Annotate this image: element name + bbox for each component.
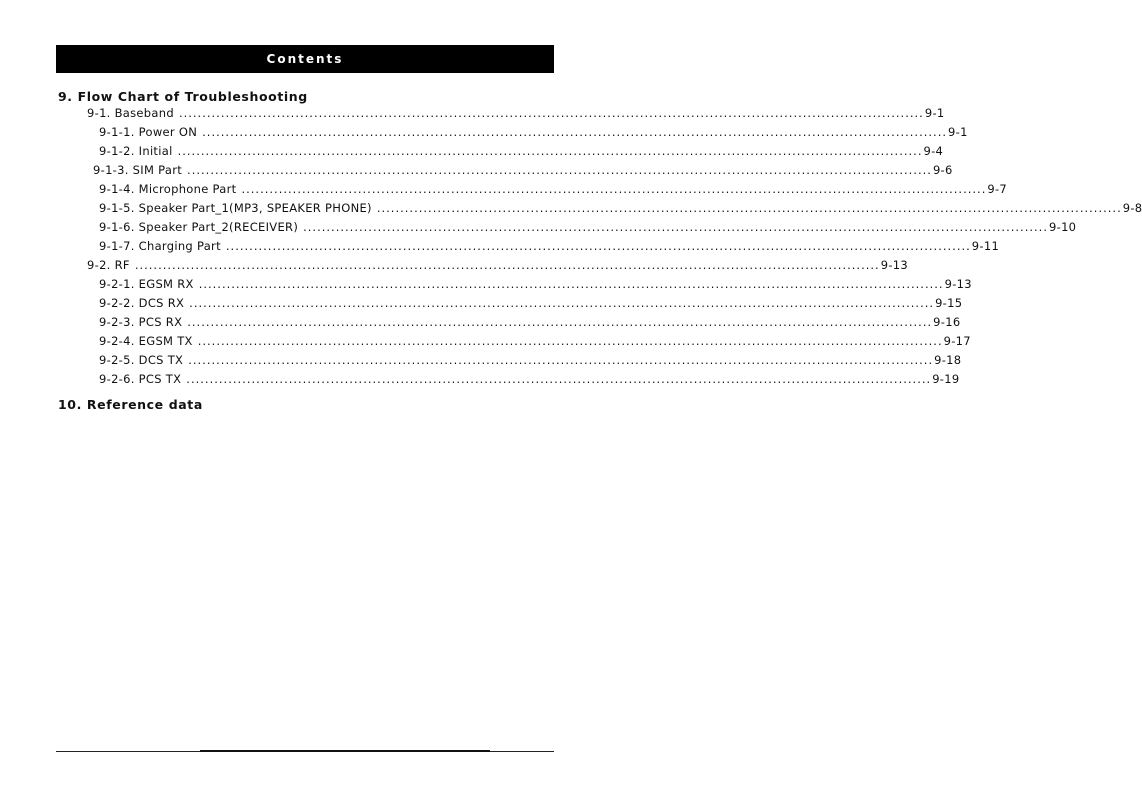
contents-title: Contents	[266, 52, 344, 66]
toc-entry-page: 9-19	[932, 372, 960, 386]
toc-entry-9-2[interactable]	[87, 257, 909, 273]
toc-entry-9-2-1[interactable]	[99, 276, 972, 292]
leader-dots: ................................................................................................................................................................	[189, 296, 935, 310]
toc-entry-page: 9-7	[987, 182, 1008, 196]
toc-entry-9-1-4[interactable]	[99, 181, 1008, 197]
leader-dots: ................................................................................................................................................................	[187, 315, 933, 329]
leader-dots: ................................................................................................................................................................	[241, 182, 987, 196]
leader-dots: ................................................................................................................................................................	[178, 106, 924, 120]
leader-dots: ................................................................................................................................................................	[134, 258, 880, 272]
toc-entry-label: 9-1-5. Speaker Part_1(MP3, SPEAKER PHONE)	[99, 201, 372, 215]
toc-entry-page: 9-13	[880, 258, 909, 272]
toc-entry-9-2-3[interactable]	[99, 314, 961, 330]
toc-entry-label: 9-1-7. Charging Part	[99, 239, 221, 253]
toc-entry-label: 9-1-2. Initial	[99, 144, 173, 158]
leader-dots: ................................................................................................................................................................	[188, 353, 934, 367]
toc-entry-label: 9-2-1. EGSM RX	[99, 277, 194, 291]
toc-entry-label: 9-1-3. SIM Part	[93, 163, 183, 177]
toc-entry-label: 9-1-1. Power ON	[99, 125, 198, 139]
leader-dots: ................................................................................................................................................................	[202, 125, 948, 139]
footer-rule-accent	[200, 750, 490, 752]
toc-entry-label: 9-2-6. PCS TX	[99, 372, 182, 386]
toc-entry-page: 9-8	[1122, 201, 1142, 215]
toc-entry-page: 9-16	[933, 315, 961, 329]
toc-entry-label: 9-1. Baseband	[87, 106, 174, 120]
leader-dots: ................................................................................................................................................................	[225, 239, 971, 253]
toc-entry-9-1-6[interactable]	[99, 219, 1077, 235]
section-heading-9: 9. Flow Chart of Troubleshooting	[58, 89, 308, 104]
toc-entry-9-2-2[interactable]	[99, 295, 963, 311]
contents-banner	[56, 45, 554, 73]
leader-dots: ................................................................................................................................................................	[197, 334, 943, 348]
toc-entry-9-1-2[interactable]	[99, 143, 944, 159]
toc-entry-label: 9-1-4. Microphone Part	[99, 182, 237, 196]
toc-entry-9-1-5[interactable]	[99, 200, 1142, 216]
toc-entry-page: 9-17	[943, 334, 971, 348]
toc-entry-label: 9-2-4. EGSM TX	[99, 334, 193, 348]
toc-entry-page: 9-18	[934, 353, 962, 367]
toc-entry-9-1-7[interactable]	[99, 238, 1000, 254]
toc-entry-page: 9-1	[924, 106, 945, 120]
leader-dots: ................................................................................................................................................................	[177, 144, 923, 158]
leader-dots: ................................................................................................................................................................	[187, 163, 932, 177]
toc-entry-9-2-5[interactable]	[99, 352, 962, 368]
toc-entry-label: 9-2-3. PCS RX	[99, 315, 183, 329]
toc-entry-9-1-3[interactable]	[93, 162, 953, 178]
toc-entry-page: 9-15	[935, 296, 963, 310]
toc-entry-label: 9-1-6. Speaker Part_2(RECEIVER)	[99, 220, 299, 234]
leader-dots: ................................................................................................................................................................	[303, 220, 1048, 234]
toc-entry-page: 9-13	[944, 277, 972, 291]
toc-entry-9-1-1[interactable]	[99, 124, 968, 140]
leader-dots: ................................................................................................................................................................	[186, 372, 932, 386]
toc-entry-page: 9-6	[932, 163, 953, 177]
leader-dots: ................................................................................................................................................................	[198, 277, 944, 291]
toc-entry-9-2-6[interactable]	[99, 371, 960, 387]
toc-entry-9-2-4[interactable]	[99, 333, 971, 349]
toc-entry-page: 9-11	[971, 239, 1000, 253]
toc-entry-9-1[interactable]	[87, 105, 945, 121]
toc-entry-label: 9-2-2. DCS RX	[99, 296, 185, 310]
section-heading-10: 10. Reference data	[58, 397, 203, 412]
toc-entry-page: 9-4	[923, 144, 944, 158]
toc-entry-page: 9-10	[1049, 220, 1077, 234]
toc-entry-label: 9-2. RF	[87, 258, 130, 272]
toc-entry-page: 9-1	[948, 125, 968, 139]
toc-entry-label: 9-2-5. DCS TX	[99, 353, 184, 367]
leader-dots: ................................................................................................................................................................	[376, 201, 1122, 215]
